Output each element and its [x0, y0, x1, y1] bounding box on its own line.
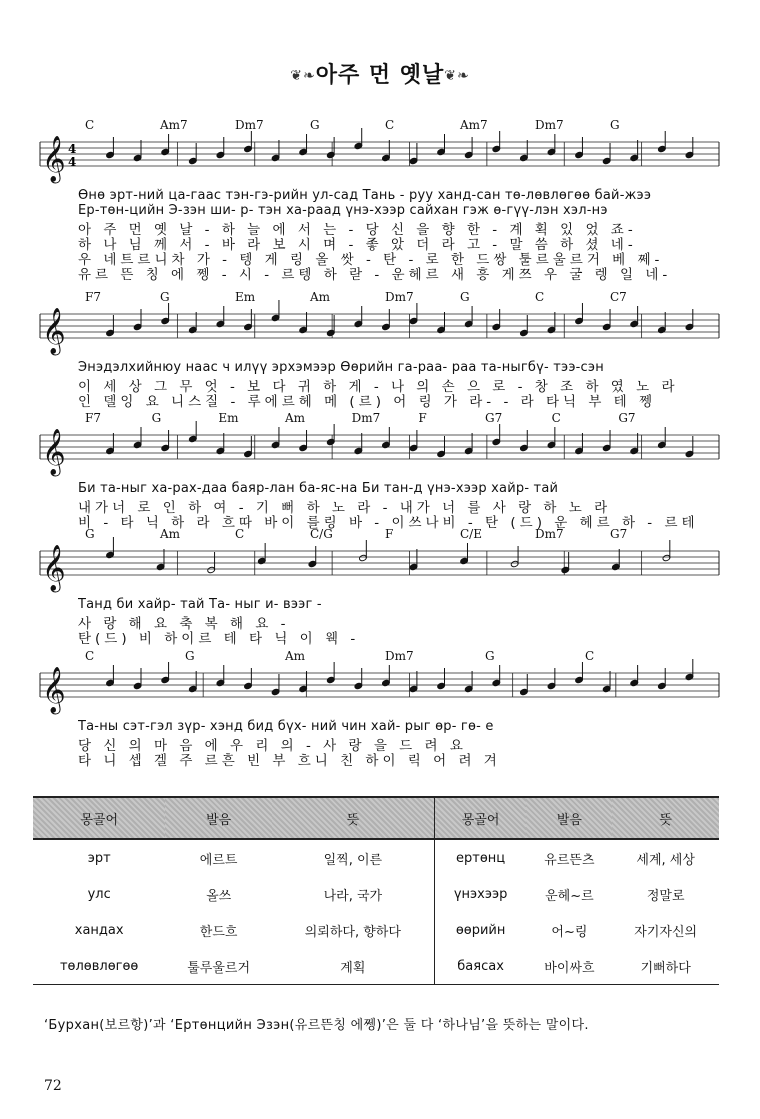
vocabulary-table	[33, 796, 719, 985]
vocab-cell: 일찍, 이른	[272, 839, 434, 876]
treble-clef-icon: 𝄞	[42, 136, 66, 182]
vocab-cell: эрт	[87, 850, 111, 866]
lyric-line: Ер-төн-цийн Э-зэн ши- р- тэн ха-раад үнэ-хээр сайхан гэж ө-гүү-лэн хэл-нэ	[78, 203, 608, 218]
chord-symbol: Am7	[460, 118, 488, 132]
vocab-cell: 자기자신의	[634, 924, 698, 940]
chord-symbol: G	[151, 411, 162, 425]
chord-symbol: Am	[160, 527, 181, 541]
treble-clef-icon: 𝄞	[42, 667, 66, 713]
time-signature-bottom: 4	[68, 155, 77, 169]
vocab-header: 뜻	[612, 797, 719, 839]
vocab-cell: 기뻐하다	[612, 948, 719, 985]
vocab-cell: өөрийн	[455, 922, 506, 938]
lyric-line: 아 주 먼 옛 날 - 하 늘 에 서 는 - 당 신 을 향 한 - 계 획 있 었 죠-	[78, 222, 637, 238]
chord-symbol: G	[485, 649, 495, 663]
chord-symbol: Em	[218, 411, 239, 425]
lyric-line: 내가너 로 인 하 여 - 기 뻐 하 노 라 - 내가 너 를 사 랑 하 노 라	[78, 500, 612, 516]
chord-symbol: F	[418, 411, 427, 425]
chord-symbol: C7	[610, 290, 627, 304]
vocab-cell: 에르트	[199, 852, 238, 868]
lyric-line: 유르 뜬 칭 에 쩽 - 시 - 르텡 하 랃 - 운헤르 새 흥 게쯔 우 굴 렝 일 네-	[78, 267, 672, 283]
treble-clef-icon: 𝄞	[42, 545, 66, 591]
vocab-cell: 계획	[272, 948, 434, 985]
vocab-cell: ертөнц	[456, 850, 506, 866]
vocab-cell: 바이싸흐	[526, 948, 612, 985]
chord-symbol: G7	[618, 411, 636, 425]
table-row	[33, 839, 719, 876]
vocab-cell: 올쓰	[206, 888, 232, 904]
ornament-right-icon: ❦❧	[444, 68, 470, 84]
lyric-line: 탄(드) 비 하이르 테 타 닉 이 웩 -	[78, 631, 360, 647]
chord-symbol: Am7	[160, 118, 188, 132]
chord-symbol: F7	[85, 411, 101, 425]
chord-symbol: G	[310, 118, 320, 132]
vocab-header-row	[33, 797, 719, 839]
vocab-header: 발음	[526, 797, 612, 839]
chord-symbol: G	[610, 118, 620, 132]
song-title-text: 아주 먼 옛날	[315, 63, 445, 88]
vocab-cell: 툴루울르거	[165, 948, 272, 985]
chord-symbol: C	[235, 527, 245, 541]
chord-symbol: C/G	[310, 527, 333, 541]
song-title	[0, 58, 760, 89]
staff	[0, 649, 760, 713]
chord-symbol: C	[385, 118, 395, 132]
chord-symbol: Em	[235, 290, 256, 304]
vocab-cell: төлөвлөгөө	[33, 948, 165, 985]
lyric-line: 하 나 님 께 서 - 바 라 보 시 며 - 좋 았 더 라 고 - 말 씀 하 셨 네-	[78, 237, 637, 253]
page-number: 72	[44, 1078, 62, 1094]
chord-symbol: Dm7	[535, 527, 564, 541]
time-signature-top: 4	[68, 142, 77, 156]
staff	[0, 118, 760, 182]
treble-clef-icon: 𝄞	[42, 429, 66, 475]
chord-symbol: G	[160, 290, 170, 304]
lyric-line: 사 랑 해 요 축 복 해 요 -	[78, 616, 290, 632]
lyric-line: Та-ны сэт-гэл зүр- хэнд бид бүх- ний чин хай- рыг өр- гө- е	[78, 719, 494, 734]
vocab-cell: 유르뜬츠	[544, 852, 595, 868]
lyric-line: Би та-ныг ха-рах-даа баяр-лан ба-яс-на Би тан-д үнэ-хээр хайр- тай	[78, 481, 559, 496]
staff	[0, 527, 760, 591]
table-row	[33, 876, 719, 912]
treble-clef-icon: 𝄞	[42, 308, 66, 354]
table-row	[33, 948, 719, 985]
chord-symbol: G	[85, 527, 95, 541]
vocab-header: 발음	[165, 797, 272, 839]
chord-symbol: C	[85, 118, 95, 132]
vocab-cell: 정말로	[646, 888, 685, 904]
vocab-cell: үнэхээр	[453, 886, 508, 902]
lyric-line: Энэдэлхийнюу наас ч илүү эрхэмээр Өөрийн га-раа- раа та-ныгбү- тээ-сэн	[78, 360, 604, 375]
footnote: ‘Бурхан(보르항)’과 ‘Ертөнцийн Эзэн(유르뜬칭 에쩽)’은 둘 다 ‘하나님’을 뜻하는 말이다.	[44, 1018, 589, 1033]
vocab-cell: 세계, 세상	[636, 852, 695, 868]
lyric-line: 타 니 셉 겔 주 르흔 빈 부 흐니 친 하이 릭 어 려 겨	[78, 753, 501, 769]
chord-symbol: C	[585, 649, 595, 663]
vocab-cell: 한드흐	[199, 924, 238, 940]
vocab-header: 몽골어	[434, 797, 526, 839]
chord-symbol: C/E	[460, 527, 482, 541]
chord-symbol: Dm7	[385, 649, 414, 663]
vocab-header: 몽골어	[33, 797, 165, 839]
staff	[0, 411, 760, 475]
vocab-cell: 의뢰하다, 향하다	[272, 912, 434, 948]
chord-symbol: Dm7	[535, 118, 564, 132]
chord-symbol: G7	[610, 527, 628, 541]
chord-symbol: G7	[485, 411, 503, 425]
chord-symbol: Am	[285, 649, 306, 663]
vocab-cell: хандах	[74, 922, 124, 938]
vocab-cell: 운헤~르	[545, 888, 594, 904]
chord-symbol: G	[460, 290, 470, 304]
vocab-cell: баясах	[434, 948, 526, 985]
chord-symbol: Am	[310, 290, 331, 304]
vocab-cell: улс	[87, 886, 111, 902]
vocab-cell: 어~링	[551, 924, 588, 940]
chord-symbol: Am	[285, 411, 306, 425]
chord-symbol: Dm7	[385, 290, 414, 304]
ornament-left-icon: ❦❧	[290, 68, 316, 84]
lyric-line: 인 델잉 요 니스질 - 루에르헤 메 (르) 어 링 가 라- - 라 타닉 부 테 쩽	[78, 394, 657, 410]
table-row	[33, 912, 719, 948]
chord-symbol: C	[551, 411, 561, 425]
chord-symbol: F	[385, 527, 394, 541]
lyric-line: 비 - 타 닉 하 라 흐따 바이 를링 바 - 이쓰나비 - 탄 (드) 운 헤르 하 - 르테	[78, 515, 699, 531]
chord-symbol: Dm7	[351, 411, 381, 425]
staff	[0, 290, 760, 354]
chord-symbol: F7	[85, 290, 101, 304]
chord-symbol: C	[85, 649, 95, 663]
lyric-line: Танд би хайр- тай Та- ныг и- вээг -	[78, 597, 322, 612]
lyric-line: 우 네트르니차 가 - 텡 게 링 올 쌋 - 탄 - 로 한 드쌍 툴르울르거 베 쩨-	[78, 252, 664, 268]
lyric-line: 이 세 상 그 무 엇 - 보 다 귀 하 게 - 나 의 손 으 로 - 창 조 하 였 노 라	[78, 379, 679, 395]
lyric-line: 당 신 의 마 음 에 우 리 의 - 사 랑 을 드 려 요	[78, 738, 467, 754]
chord-symbol: G	[185, 649, 195, 663]
vocab-cell: 나라, 국가	[272, 876, 434, 912]
vocab-header: 뜻	[272, 797, 434, 839]
lyric-line: Өнө эрт-ний ца-гаас тэн-гэ-рийн ул-сад Тань - руу ханд-сан тө-лөвлөгөө бай-жээ	[78, 188, 652, 203]
chord-symbol: C	[535, 290, 545, 304]
chord-symbol: Dm7	[235, 118, 264, 132]
